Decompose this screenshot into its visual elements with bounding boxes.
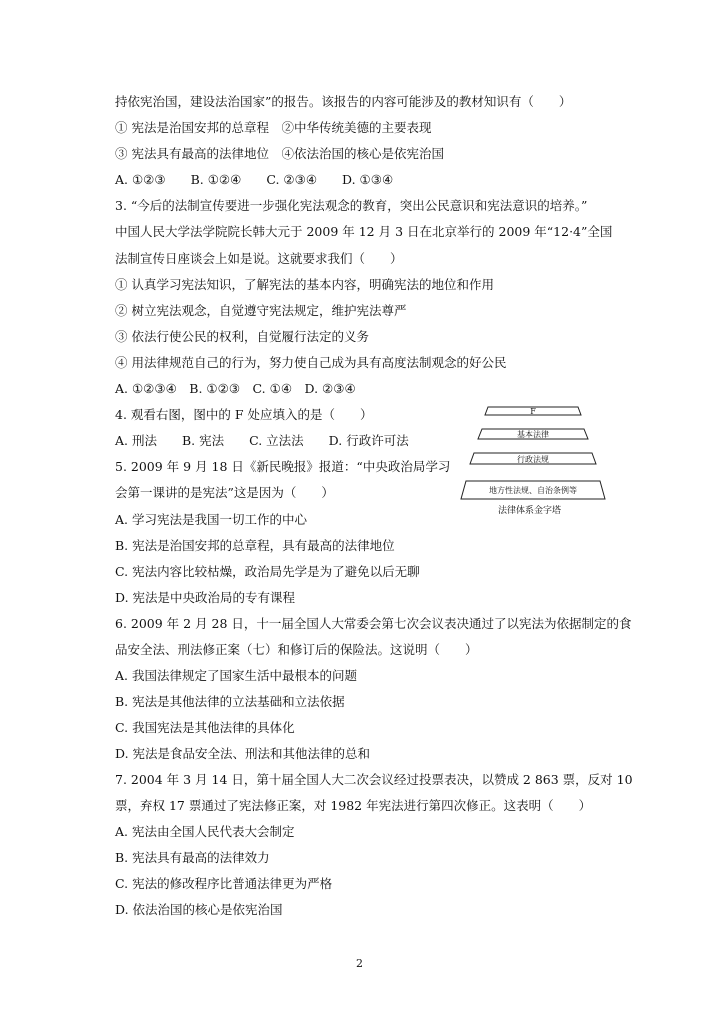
text-line: ④ 用法律规范自己的行为，努力使自己成为具有高度法制观念的好公民 — [115, 355, 507, 370]
pyramid-label-basic-law: 基本法律 — [517, 430, 549, 439]
text-line: 会第一课讲的是宪法”这是因为（ ） — [115, 485, 334, 500]
text-line: B. 宪法是治国安邦的总章程，具有最高的法律地位 — [115, 538, 395, 553]
text-line: A. 刑法 B. 宪法 C. 立法法 D. 行政许可法 — [115, 433, 409, 448]
text-line: 持依宪治国，建设法治国家”的报告。该报告的内容可能涉及的教材知识有（ ） — [115, 94, 572, 109]
question-6: 6. 2009 年 2 月 28 日，十一届全国人大常委会第七次会议表决通过了以宪法为依据制定的食 — [115, 616, 632, 631]
text-line: ③ 宪法具有最高的法律地位 ④依法治国的核心是依宪治国 — [115, 146, 444, 161]
text-line: D. 依法治国的核心是依宪治国 — [115, 902, 283, 917]
text-line: A. 宪法由全国人民代表大会制定 — [115, 824, 295, 839]
page-number: 2 — [356, 957, 363, 970]
text-line: 中国人民大学法学院院长韩大元于 2009 年 12 月 3 日在北京举行的 2009 年“12·4”全国 — [115, 224, 613, 239]
question-5: 5. 2009 年 9 月 18 日《新民晚报》报道：“中央政治局学习 — [115, 459, 451, 474]
pyramid-caption: 法律体系金字塔 — [498, 506, 562, 516]
law-pyramid-figure — [455, 405, 611, 517]
text-line: A. 我国法律规定了国家生活中最根本的问题 — [115, 668, 357, 683]
text-line: C. 宪法内容比较枯燥，政治局先学是为了避免以后无聊 — [115, 564, 420, 579]
text-line: ① 认真学习宪法知识，了解宪法的基本内容，明确宪法的地位和作用 — [115, 277, 494, 292]
text-line: B. 宪法具有最高的法律效力 — [115, 850, 270, 865]
text-line: 品安全法、刑法修正案（七）和修订后的保险法。这说明（ ） — [115, 642, 478, 657]
text-line: ③ 依法行使公民的权利，自觉履行法定的义务 — [115, 329, 369, 344]
question-3: 3. “今后的法制宣传要进一步强化宪法观念的教育，突出公民意识和宪法意识的培养。” — [115, 198, 588, 213]
text-line: ① 宪法是治国安邦的总章程 ②中华传统美德的主要表现 — [115, 120, 432, 135]
text-line: C. 我国宪法是其他法律的具体化 — [115, 720, 295, 735]
text-line: C. 宪法的修改程序比普通法律更为严格 — [115, 876, 333, 891]
text-line: A. ①②③ B. ①②④ C. ②③④ D. ①③④ — [115, 172, 394, 187]
text-line: ② 树立宪法观念，自觉遵守宪法规定，维护宪法尊严 — [115, 303, 407, 318]
text-line: A. ①②③④ B. ①②③ C. ①④ D. ②③④ — [115, 381, 356, 396]
text-line: 票，弃权 17 票通过了宪法修正案，对 1982 年宪法进行第四次修正。这表明（ ） — [115, 798, 592, 813]
question-7: 7. 2004 年 3 月 14 日，第十届全国人大二次会议经过投票表决，以赞成 2 863 票，反对 10 — [115, 772, 633, 787]
pyramid-label-admin-regulation: 行政法规 — [517, 455, 549, 464]
text-line: A. 学习宪法是我国一切工作的中心 — [115, 512, 307, 527]
pyramid-label-local-regulation: 地方性法规、自治条例等 — [489, 486, 577, 495]
text-line: B. 宪法是其他法律的立法基础和立法依据 — [115, 694, 345, 709]
text-line: 法制宣传日座谈会上如是说。这就要求我们（ ） — [115, 251, 403, 266]
text-line: D. 宪法是中央政治局的专有课程 — [115, 590, 296, 605]
question-4: 4. 观看右图，图中的 F 处应填入的是（ ） — [115, 407, 373, 422]
text-line: D. 宪法是食品安全法、刑法和其他法律的总和 — [115, 746, 371, 761]
pyramid-label-f: F — [530, 407, 536, 416]
